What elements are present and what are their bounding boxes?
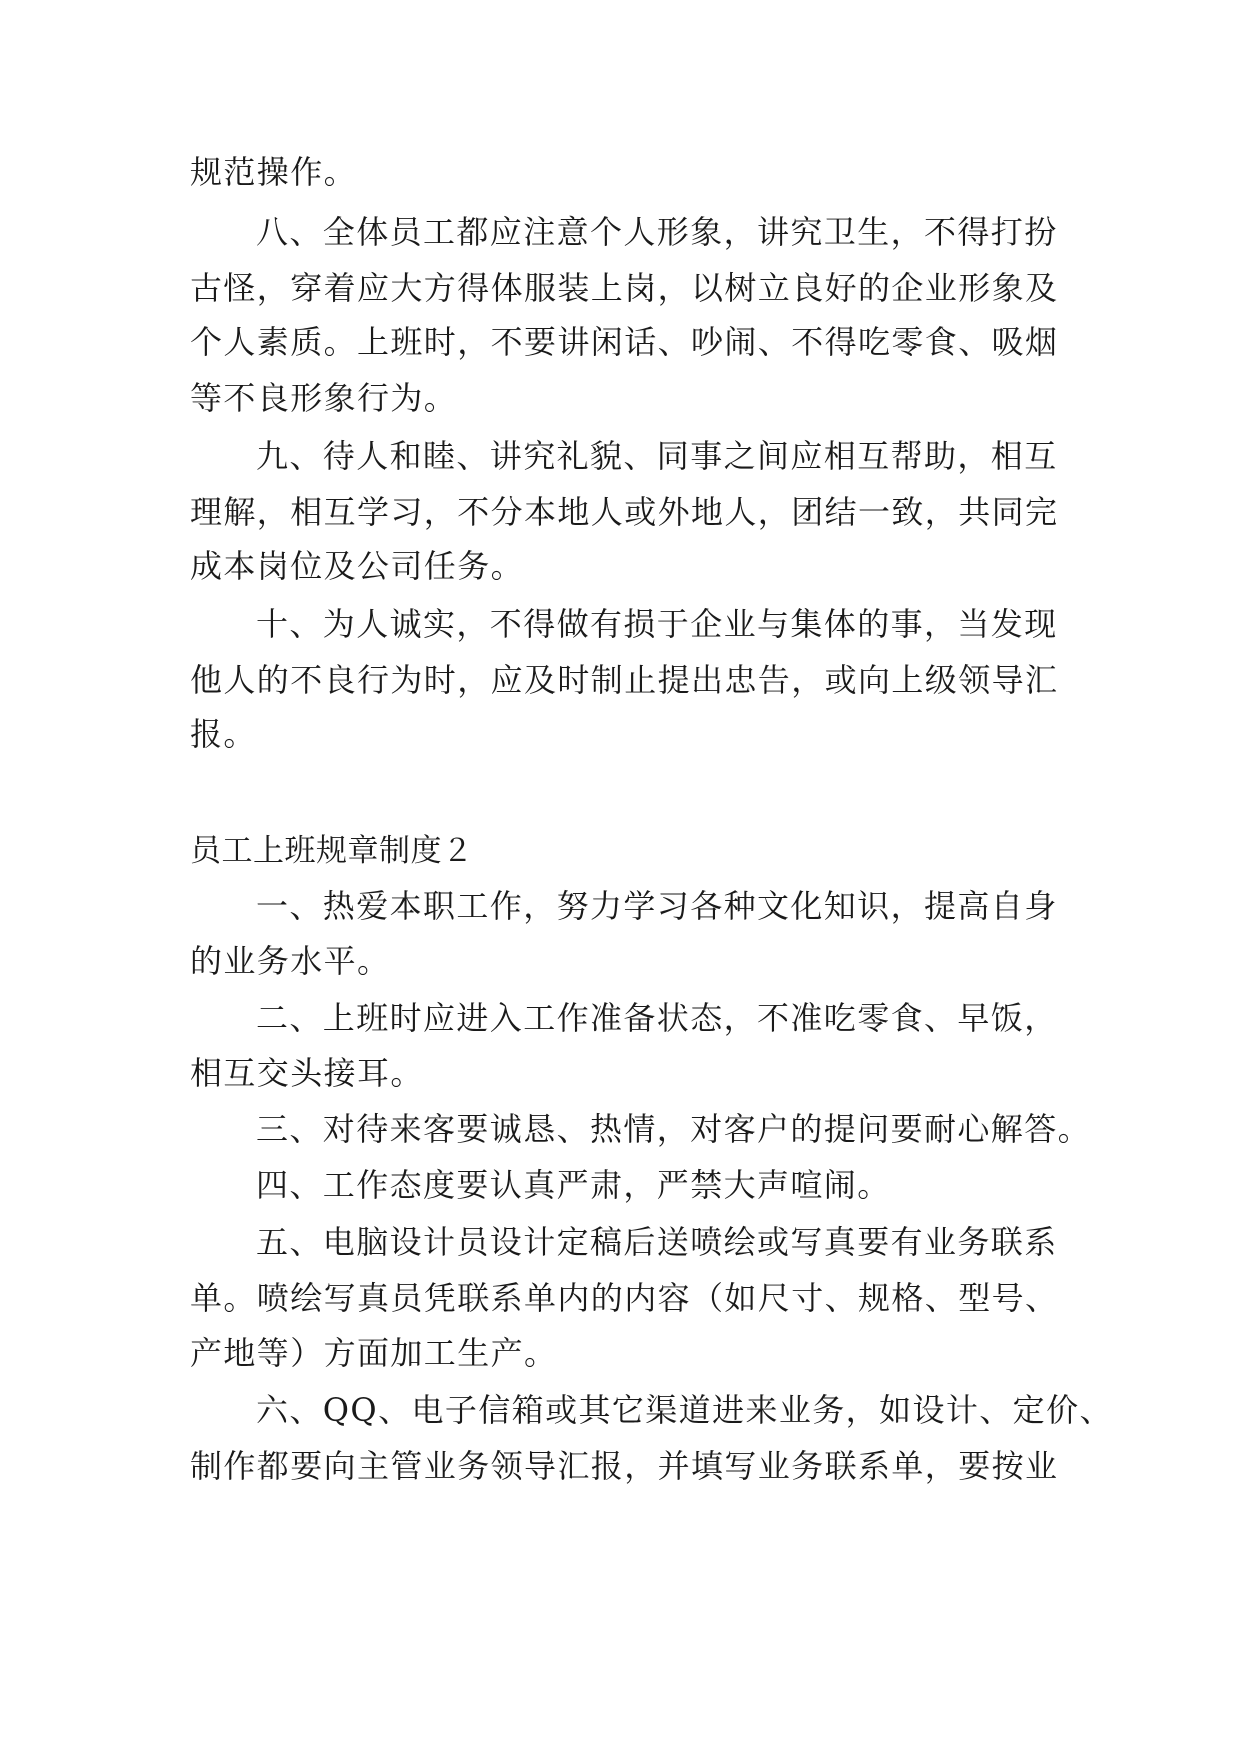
body-line: 个人素质。上班时，不要讲闲话、吵闹、不得吃零食、吸烟 xyxy=(190,323,1059,361)
paragraph-line: 一、热爱本职工作，努力学习各种文化知识，提高自身 xyxy=(256,887,1058,925)
body-line: 成本岗位及公司任务。 xyxy=(190,547,525,585)
body-line: 他人的不良行为时，应及时制止提出忠告，或向上级领导汇 xyxy=(190,661,1059,699)
paragraph-line: 八、全体员工都应注意个人形象，讲究卫生，不得打扮 xyxy=(256,213,1058,251)
body-line: 单。喷绘写真员凭联系单内的内容（如尺寸、规格、型号、 xyxy=(190,1279,1059,1317)
body-line: 报。 xyxy=(190,715,257,753)
body-line: 相互交头接耳。 xyxy=(190,1054,424,1092)
section-heading: 员工上班规章制度２ xyxy=(190,833,474,869)
body-line: 理解，相互学习，不分本地人或外地人，团结一致，共同完 xyxy=(190,493,1059,531)
paragraph-line: 五、电脑设计员设计定稿后送喷绘或写真要有业务联系 xyxy=(256,1223,1058,1261)
paragraph-line: 九、待人和睦、讲究礼貌、同事之间应相互帮助，相互 xyxy=(256,437,1058,475)
body-line: 产地等）方面加工生产。 xyxy=(190,1334,558,1372)
paragraph-line: 四、工作态度要认真严肃，严禁大声喧闹。 xyxy=(256,1166,891,1204)
body-line: 古怪，穿着应大方得体服装上岗，以树立良好的企业形象及 xyxy=(190,269,1059,307)
body-line: 的业务水平。 xyxy=(190,942,391,980)
paragraph-line: 三、对待来客要诚恳、热情，对客户的提问要耐心解答。 xyxy=(256,1110,1092,1148)
paragraph-line: 二、上班时应进入工作准备状态，不准吃零食、早饭， xyxy=(256,999,1058,1037)
paragraph-line: 十、为人诚实，不得做有损于企业与集体的事，当发现 xyxy=(256,605,1058,643)
body-line: 等不良形象行为。 xyxy=(190,379,458,417)
paragraph-line: 六、QQ、电子信箱或其它渠道进来业务，如设计、定价、 xyxy=(256,1391,1113,1429)
body-line: 规范操作。 xyxy=(190,153,358,191)
body-line: 制作都要向主管业务领导汇报，并填写业务联系单，要按业 xyxy=(190,1447,1059,1485)
